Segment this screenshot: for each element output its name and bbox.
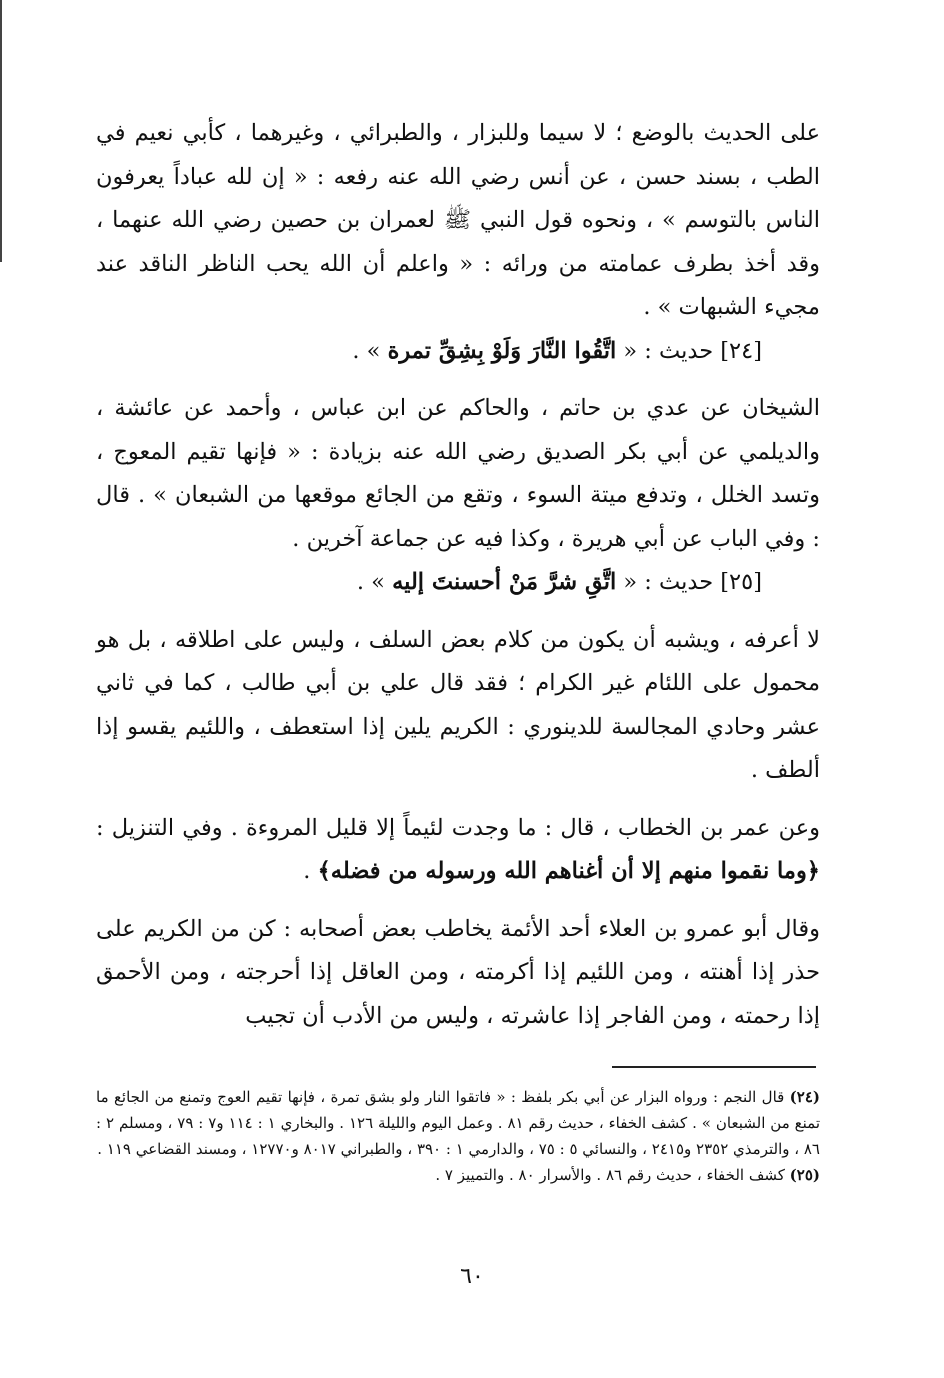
page-number: ٦٠: [460, 1264, 484, 1289]
paragraph-intro: على الحديث بالوضع ؛ لا سيما وللبزار ، والطبرائي ، وغيرهما ، كأبي نعيم في الطب ، بسند حسن ، عن أنس رضي الله عنه رفعه : « إن لله عباداً يعرفون الناس بالتوسم » ، ونحوه قول النبي ﷺ لعمران بن حصين رضي الله عنهما ، وقد أخذ بطرف عمامته من ورائه : « واعلم أن الله يحب الناظر الناقد عند مجيء الشبهات » .: [96, 120, 820, 320]
footnote-number-25: (٢٥): [789, 1166, 820, 1184]
footnotes: [96, 1084, 820, 1188]
spacer: [96, 793, 820, 807]
paragraph-umar: [96, 807, 820, 894]
hadith-label-24: حديث : «: [616, 337, 721, 364]
paragraph-abu-amr: وقال أبو عمرو بن العلاء أحد الأئمة يخاطب بعض أصحابه : كن من الكريم على حذر إذا أهنته ، ومن اللئيم إذا أكرمته ، ومن العاقل إذا أحرجته ، ومن الأحمق إذا رحمته ، ومن الفاجر إذا عاشرته ، وليس من الأدب أن تجيب: [96, 915, 820, 1029]
hadith-end-25: » .: [356, 569, 393, 595]
paragraph-umar-start: وعن عمر بن الخطاب ، قال : ما وجدت لئيماً إلا قليل المروءة . وفي التنزيل :: [96, 814, 820, 841]
hadith-end-24: » .: [352, 337, 388, 364]
hadith-label-25: حديث : «: [616, 569, 721, 595]
main-text: [96, 112, 820, 1038]
paragraph-umar-end: .: [303, 858, 318, 884]
footnote-24: [96, 1084, 820, 1162]
paragraph-hadith-25: لا أعرفه ، ويشبه أن يكون من كلام بعض السلف ، وليس على اطلاقه ، بل هو محمول على اللئام غير الكرام ؛ فقد قال علي بن أبي طالب ، كما في ثاني عشر وحادي المجالسة للدينوري : الكريم يلين إذا استعطف ، واللئيم يقسو إذا ألطف .: [96, 626, 820, 783]
footnote-25: [96, 1162, 820, 1188]
hadith-heading-25: [96, 561, 820, 605]
hadith-number-25: [٢٥]: [720, 569, 762, 595]
hadith-heading-24: [96, 330, 820, 374]
left-edge-rule: [0, 0, 2, 262]
footnote-text-24: قال النجم : ورواه البزار عن أبي بكر بلفظ : « فاتقوا النار ولو بشق تمرة ، فإنها تقيم العوج وتمنع من الجائع ما تمنع من الشبعان » . كشف الخفاء ، حديث رقم ٨١ . وعمل اليوم والليلة ١٢٦ . والبخاري ١ : ١١٤ و٧ : ٧٩ ، ومسلم ٢ : ٨٦ ، والترمذي ٢٣٥٢ و٢٤١٥ ، والنسائي ٥ : ٧٥ ، والدارمي ١ : ٣٩٠ ، والطبراني ٨٠١٧ و١٢٧٧٠ ، ومسند القضاعي ١١٩ .: [96, 1088, 821, 1158]
hadith-text-25: اتَّقِ شرَّ مَنْ أحسنتَ إليه: [392, 569, 617, 595]
footnote-separator: [612, 1066, 816, 1068]
paragraph-hadith-24: الشيخان عن عدي بن حاتم ، والحاكم عن ابن عباس ، وأحمد عن عائشة ، والديلمي عن أبي بكر الصديق رضي الله عنه بزيادة : « فإنها تقيم المعوج ، وتسد الخلل ، وتدفع ميتة السوء ، وتقع من الجائع موقعها من الشبعان » . قال : وفي الباب عن أبي هريرة ، وكذا فيه عن جماعة آخرين .: [96, 395, 820, 552]
spacer: [96, 373, 820, 387]
footnote-number-24: (٢٤): [789, 1088, 820, 1106]
spacer: [96, 894, 820, 908]
quran-verse: ﴿وما نقموا منهم إلا أن أغناهم الله ورسوله من فضله﴾: [317, 858, 820, 884]
footnote-text-25: كشف الخفاء ، حديث رقم ٨٦ . والأسرار ٨٠ . والتمييز ٧ .: [435, 1166, 790, 1184]
spacer: [96, 605, 820, 619]
hadith-text-24: اتَّقُوا النَّارَ وَلَوْ بِشِقِّ تمرة: [387, 337, 617, 364]
hadith-number-24: [٢٤]: [720, 337, 762, 364]
